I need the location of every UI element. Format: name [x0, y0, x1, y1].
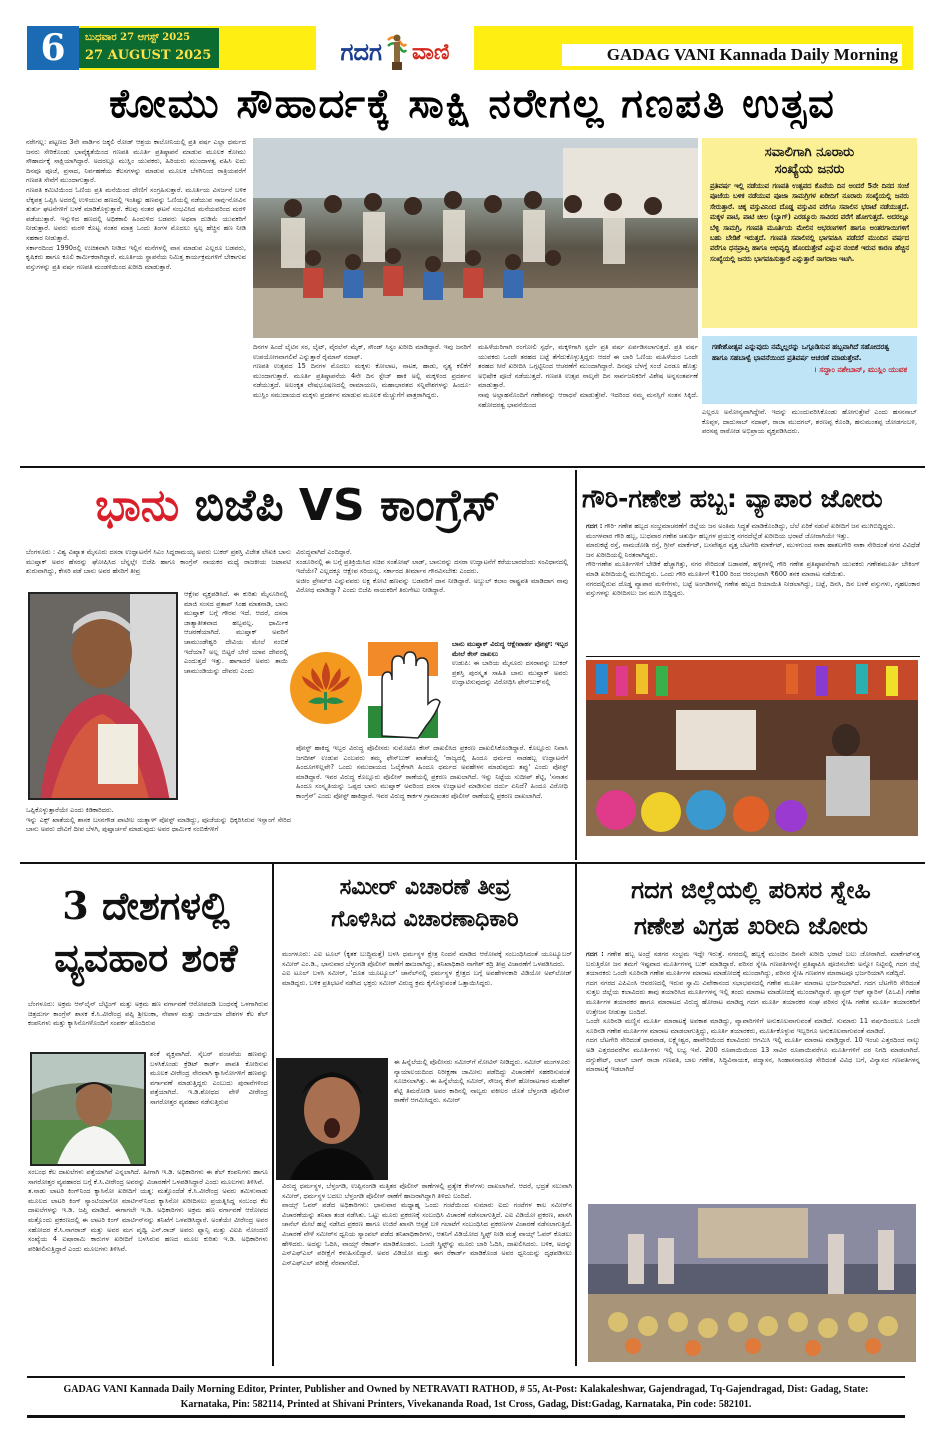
story4-paragraph: ಶಂಕೆ ವ್ಯಕ್ತವಾಗಿದೆ. ಸೈಬರ್ ವಂಚನೆಯ ಹಣವನ್ನು ಬಳಸಿಕೊಂಡು ಕ್ರೆಡಿಟ್ ಕಾರ್ಡ್ ಪಾವತಿ ಕೋರಿಸುವ ಮೂಲಕ ವೀರೇಂದ್ರ ನೇರವಾಗಿ ಕ್ಯಾಸಿನೋಗಳಿಗೆ ಹಣವನ್ನು ವರ್ಗಾವಣೆ ಮಾಡುತ್ತಿದ್ದರು ಎಂಬುದು ಪುರಾವೆಗಳಿಂದ ಪತ್ತೆಯಾಗಿದೆ. ಇ.ಡಿ.ಶೋಧದ ವೇಳೆ ವೀರೇಂದ್ರ ಸಾಗರೋತ್ತರ ವ್ಯವಹಾರ ನಡೆಸುತ್ತಿರುವ — [150, 1050, 268, 1106]
story2-paragraph: ಅಜೀಂ ಪ್ರೇಮ್‌ಜಿ ಎನ್ನುವವರು ಲಕ್ಷ ಕೋಟಿ ಹಣವನ್ನು ಬಡವರಿಗೆ ದಾನ ನೀಡಿದ್ದಾರೆ. ಅಬ್ದುಲ್ ಕಲಾಂ ರಾಷ್ಟ್ರಪತಿ ಮಾಡಿದಾಗ ನಾವು ವಿರೋಧ ಮಾಡಿದ್ವಾ? ಎಂದು ಬಿಜೆಪಿ ನಾಯಕರಿಗೆ ತಿರುಗೇಟು ನೀಡಿದ್ದಾರೆ. — [296, 576, 568, 595]
story1-sidebox — [702, 138, 917, 328]
story6-paragraph — [586, 950, 920, 979]
story1-paragraph: ನಾವು ಅಲ್ಲಾಹನೊಂದಿಗೆ ಗಣೇಶನನ್ನು ಆರಾಧನೆ ಮಾಡುತ್ತೇವೆ. ಇದರಿಂದ ನಮ್ಮ ಮನಸ್ಸಿಗೆ ಸಂತಸ ಸಿಕ್ಕಿದೆ. ಸಹೋದರತ್ವ ಭಾವನೆಯಿಂದ — [478, 390, 698, 409]
story5-headline — [280, 872, 570, 936]
column-divider — [575, 470, 577, 860]
story1-column-3 — [478, 343, 698, 443]
footer-rule-top — [27, 1376, 905, 1378]
story1-headline: ಕೋಮು ಸೌಹಾರ್ದಕ್ಕೆ ಸಾಕ್ಷಿ ನರೇಗಲ್ಲ ಗಣಪತಿ ಉತ್ಸವ — [109, 81, 836, 127]
story2-subheading: ಬಾನು ಮುಷ್ತಾಕ್ ವಿರುದ್ಧ ಆಕ್ಷೇಪಾರ್ಹ ಪೋಸ್ಟ್: ಇಬ್ಬರ ಮೇಲೆ ಕೇಸ್ ದಾಖಲು — [452, 640, 568, 658]
woman-portrait-icon — [30, 594, 178, 800]
footer-line1: GADAG VANI Kannada Daily Morning Editor, Printer, Publisher and Owned by NETRAVATI RATHOD, # 55, At-Post: Kalakaleshwar, Gajendragad, Tq-Gajendragad, Dist: Gadag, State: — [63, 1384, 869, 1395]
story2-lead — [26, 548, 291, 588]
story6-idols-photo — [588, 1204, 916, 1362]
story5-paragraph: ವಿರುದ್ಧ ಧರ್ಮಸ್ಥಳ, ಬೆಳ್ತಂಗಡಿ, ಉಪ್ಪಿನಂಗಡಿ ಮತ್ತಿತರ ಪೊಲೀಸ್ ಠಾಣೆಗಳಲ್ಲಿ ಪ್ರತ್ಯೇಕ ಕೇಸ್‌ಗಳು ದಾಖಲಾಗಿವೆ. ಆದರೆ, ಭದ್ರತೆ ಸಲುವಾಗಿ ಸಮೀರ್, ಧರ್ಮಸ್ಥಳ ಬದಲು ಬೆಳ್ತಂಗಡಿ ಪೊಲೀಸ್ ಠಾಣೆಗೆ ಹಾಜರಾಗಿದ್ದಾಗಿ ತಿಳಿದು ಬಂದಿದೆ. — [282, 1182, 572, 1200]
story2-column-2-after — [296, 744, 568, 858]
bjp-lotus-icon — [290, 640, 450, 740]
story4-paragraph: ತ.ನಾಡು ಲಾಟರಿ ಕಿಂಗ್‌ನಿಂದ ಕ್ಯಾಸಿನೋ ಖರೀದಿಗೆ ಯತ್ನ: ಮತ್ತೊಂದೆಡೆ ಕೆ.ಸಿ.ವೀರೇಂದ್ರ ಅವರು ತಮಿಳುನಾಡು ಮೂಲದ ಲಾಟರಿ ಕಿಂಗ್ ಸ್ಯಾಂಟಿಯಾಗೋ ಮಾರ್ಟಿನ್‌ನಿಂದ ಕ್ಯಾಸಿನೋ ಖರೀದಿಸಲು ಪ್ರಯತ್ನಿಸಿದ್ದ ಸಂಬಂಧ ಕೆಲ ದಾಖಲೆಗಳನ್ನು ಇ.ಡಿ. ಜಪ್ತಿ ಮಾಡಿದೆ. ಈಗಾಗಲೇ ಇ.ಡಿ. ಅಧಿಕಾರಿಗಳು ಅಕ್ರಮ ಹಣ ವರ್ಗಾವಣೆ ಆರೋಪದ ಮತ್ತೊಂದು ಪ್ರಕರಣದಲ್ಲಿ ಈ ಲಾಟರಿ ಕಿಂಗ್ ಮಾರ್ಟಿನ್‌ನನ್ನು ತನಿಖೆಗೆ ಒಳಪಡಿಸಿದ್ದಾರೆ. ಅಂತೆಯೇ ವೀರೇಂದ್ರ ಅವರ ಸಹೋದರ ಕೆ.ಸಿ.ನಾಗರಾಜ್ ಮತ್ತು ಅವರ ಮಗ ಪೃಥ್ವಿ ಎನ್.ರಾಜ್ ಅವರು ಫ್ಯಾನ್ಸಿ ಮತ್ತು ವಿಐಪಿ ನೋಂದಣಿ ಸಂಖ್ಯೆಯ 4 ಐಷಾರಾಮಿ ಕಾರುಗಳ ಖರೀದಿಗೆ ಬಳಸಿರುವ ಹಣದ ಮೂಲ ಕುರಿತು ಇ.ಡಿ. ಅಧಿಕಾರಿಗಳು ಪರಿಶೀಲಿಸುತ್ತಿದ್ದಾರೆ ಎಂದು ಮೂಲಗಳು ತಿಳಿಸಿವೆ. — [28, 1187, 268, 1253]
story5-youtuber-photo — [276, 1058, 388, 1180]
ganesha-idols-icon — [588, 1204, 916, 1362]
story4-mla-photo — [30, 1052, 146, 1166]
story3-body — [586, 522, 920, 654]
story4-paragraph: ಸಂಬಂಧ ಕೆಲ ದಾಖಲೆಗಳು ಪತ್ತೆಯಾಗಿವೆ ಎನ್ನಲಾಗಿದೆ. ಹೀಗಾಗಿ ಇ.ಡಿ. ಅಧಿಕಾರಿಗಳು ಈ ಶೆಲ್ ಕಂಪನಿಗಳು ಹಾಗೂ ಸಾಗರೋತ್ತರ ವ್ಯವಹಾರದ ಬಗ್ಗೆ ಕೆ.ಸಿ.ವೀರೇಂದ್ರ ಅವರನ್ನು ವಿಚಾರಣೆಗೆ ಒಳಪಡಿಸಿದ್ದಾರೆ ಎಂದು ಮೂಲಗಳು ತಿಳಿಸಿವೆ. — [28, 1168, 268, 1186]
story2-paragraph: ಸಂಡೂರಿನಲ್ಲಿ ಈ ಬಗ್ಗೆ ಪ್ರತಿಕ್ರಿಯಿಸಿದ ಸಚಿವ ಸಂತೋಷ್ ಲಾಡ್, ಬಾನುರನ್ನು ದಸರಾ ಉದ್ಘಾಟನೆಗೆ ಕರೆಯಬಾರದೆಂದು ಸಂವಿಧಾನದಲ್ಲಿ ಇದೆಯೇ? ಎಲ್ಲದಕ್ಕೂ ಆಕ್ಷೇಪ ಸರಿಯಲ್ಲ. ಸರ್ಕಾರದ ತೀರ್ಮಾನ ಗೌರವಿಸಬೇಕು ಎಂದರು. — [296, 557, 568, 576]
story3-dateline: ಗದಗ : — [586, 522, 603, 530]
story2-paragraph: ಇನ್ನು ಎಕ್ಸ್ ಖಾತೆಯಲ್ಲಿ ಶಾಸಕ ಬಸನಗೌಡ ಪಾಟೀಲ ಯತ್ನಾಳ್ ಪೋಸ್ಟ್ ಮಾಡಿದ್ದು, ಪೂಜೆಯನ್ನು ಧಿಕ್ಕರಿಸಿರುವ ಇಸ್ಲಾಂಗೆ ಸೇರಿದ ಬಾನು ಅವರು ದೇವಿಗೆ ದೀಪ ಬೆಳಗಿ, ಪುಷ್ಪಾರ್ಚನೆ ಮಾಡುವುದು ಅವರ ಧಾರ್ಮಿಕ ನಂಬಿಕೆಗಳಿಗೆ — [26, 815, 291, 834]
story1-column-2 — [253, 343, 471, 443]
story4-lead — [28, 1000, 268, 1048]
footer-imprint — [27, 1382, 905, 1412]
story3-paragraph: ಗೌರಿ-ಗಣೇಶ ಮೂರ್ತಿಗಳಿಗೆ ಬೇಡಿಕೆ ಹೆಚ್ಚಾಗಿತ್ತು, ನಗರ ಸೇರಿದಂತೆ ಬಡಾವಣೆ, ಹಳ್ಳಿಗಳಲ್ಲಿ ಗೌರಿ ಗಣೇಶ ಪ್ರತಿಷ್ಠಾಪನೆಗಾಗಿ ಯುವಕರು ಗಣೇಶಮೂರ್ತಿ ಬೇಕಿಂಗ್ ಮಾಡಿ ಖರೀದಿಯಲ್ಲಿ ಮುಗಿಬಿದ್ದರು. ಒಂದು ಗೌರಿ ಮೂರ್ತಿಗೆ ₹100 ರಿಂದ ಆರಂಭವಾಗಿ ₹600 ತನಕ ಮಾರಾಟ ನಡೆಯಿತು. — [586, 560, 920, 578]
story6-headline-line2: ಗಣೇಶ ವಿಗ್ರಹ ಖರೀದಿ ಜೋರು — [634, 912, 868, 940]
story2-headline-black: ಬಿಜೆಪಿ VS ಕಾಂಗ್ರೆಸ್ — [194, 480, 500, 531]
story2-headline — [20, 478, 575, 534]
story3-text: ಗೌರಿ- ಗಣೇಶ ಹಬ್ಬದ ಸಂಭ್ರಮಾಚರಣೆಗೆ ಜಿಲ್ಲೆಯ ಜನ ಅಂತಿಮ ಸಿದ್ಧತೆ ಮಾಡಿಕೊಂಡಿದ್ದು, ಬೆಲೆ ಏರಿಕೆ ನಡುವೆ ಖರೀದಿಗೆ ಜನ ಮುಗಿಬಿದ್ದಿದ್ದರು. — [604, 522, 896, 530]
statue-icon — [386, 30, 408, 74]
story1-paragraph: ಗಣಪತಿ ಕಮಿಟಿಯಿಂದ ಓಣಿಯ ಪ್ರತಿ ಮನೆಯಿಂದ ದೇಣಿಗೆ ಸಂಗ್ರಹಿಸುತ್ತಾರೆ. ಮೂರ್ತಿಯ ವಿಸರ್ಜನೆ ಬಳಿಕ ಲೆಕ್ಕಪತ್ರ ಒಪ್ಪಿಸಿ ಅದರಲ್ಲಿ ಉಳಿಯುವ ಹಣದಲ್ಲಿ ಇಂತಿಷ್ಟು ಹಣವನ್ನು ಓಣಿಯಲ್ಲಿ ನಡೆಯುವ ಸಾವು-ನೋವಿನ ತುರ್ತು ಘಟನೆಗಳಿಗೆ ಬಳಕೆ ಮಾಡಿಕೊಳ್ಳುತ್ತಾರೆ. ಕೆಲವು ನಂತರ ಘಟನೆ ಸಂಭವಿಸಿದ ಮನೆಯವರಿಂದ ಮರಳಿ ಪಡೆಯುತ್ತಾರೆ. ಇನ್ನುಳಿದ ಹಣದಲ್ಲಿ ಅಧಿಕಕಾಲಿ ಹಿಂದುಳಿದ ಬಡವರು ಅಥವಾ ದುಡಿಮೆ ಯುವಕರಿಗೆ ನೀಡುತ್ತಾರೆ. ಅವರು ಮರಳಿ ಕೊಟ್ಟ ನಂತರ ಮಾತ್ರ ಒಂದು ತಿಂಗಳ ಮೊದಲು ಸ್ವಲ್ಪ ಹೆಚ್ಚಿನ ಹಣ ನೀಡಿ ಸಹಕಾರ ನೀಡುತ್ತಾರೆ. — [26, 185, 246, 242]
column-divider — [272, 864, 274, 1366]
logo-text-left: ಗದಗ — [340, 38, 382, 66]
story3-rule — [586, 656, 920, 657]
story4-after — [28, 1168, 268, 1364]
story5-paragraph: ಈ ಹಿನ್ನೆಲೆಯಲ್ಲಿ ಪೊಲೀಸರು ಸಮೀರ್‌ಗೆ ನೋಟಿಸ್ ನೀಡಿದ್ದರು. ಸಮೀರ್ ಮಂಗಳೂರು ನ್ಯಾಯಾಲಯದಿಂದ ನಿರೀಕ್ಷಣಾ ಜಾಮೀನು ಪಡೆದಿದ್ದು ವಿಚಾರಣೆಗೆ ಸಹಕರಿಸುವಂತೆ ಸೂಚಿಸಲಾಗಿತ್ತು. ಈ ಹಿನ್ನೆಲೆಯಲ್ಲಿ ಸಮೀರ್, ಸೌಜನ್ಯ ಕೇಸ್ ಹೋರಾಟಗಾರ ಮಹೇಶ್ ಶೆಟ್ಟಿ ತಿಮರೋಡಿ ಅವರ ಕಾರಿನಲ್ಲಿ ನಾಲ್ವರು ವಕೀಲರ ಜೊತೆ ಬೆಳ್ತಂಗಡಿ ಪೊಲೀಸ್ ಠಾಣೆಗೆ ಆಗಮಿಸಿದ್ದರು. ಸಮೀರ್ — [394, 1058, 570, 1105]
story4-headline-line2: ವ್ಯವಹಾರ ಶಂಕೆ — [54, 935, 238, 980]
man-shouting-icon — [276, 1058, 388, 1180]
quote-author: । ಸದ್ದಾಂ ನಶೇಬಾನ್, ಮುಸ್ಲಿಂ ಯುವಕ — [813, 365, 907, 374]
story2-headline-red: ಭಾನು — [95, 480, 180, 531]
story4-headline — [26, 880, 266, 984]
story6-dateline: ಗದಗ : — [586, 950, 604, 958]
story3-paragraph: ಮಂಗಳವಾರ ಗೌರಿ ಹಬ್ಬ, ಬುಧವಾರ ಗಣೇಶ ಚತುರ್ಥಿ ಹಬ್ಬಗಳ ಪ್ರಯುಕ್ತ ನಗರದೆಲ್ಲೆಡೆ ಖರೀದಿಯ ಭರಾಟೆ ಜೋರಾಗಿಯೇ ಇತ್ತು. — [586, 531, 849, 540]
story2-side-column — [452, 640, 568, 742]
quote-text: ಗಣೇಶೋತ್ಸವ ಎನ್ನುವುದು ನಮ್ಮೆಲ್ಲರನ್ನು ಒಗ್ಗೂಡಿಸುವ ಹಬ್ಬವಾಗಿದೆ ಸಹೋದರತ್ವ ಹಾಗೂ ಸಹಬಾಳ್ವೆ ಭಾವನೆಯಿಂದ ಪ್ರತಿವರ್ಷ ಆಚರಣೆ ಮಾಡುತ್ತೇವೆ. — [712, 343, 890, 362]
story4-paragraph: ಬೆಂಗಳೂರು: ಅಕ್ರಮ ಆನ್‌ಲೈನ್ ಬೆಟ್ಟಿಂಗ್ ಮತ್ತು ಅಕ್ರಮ ಹಣ ವರ್ಗಾವಣೆ ಆರೋಪದಡಿ ಬಂಧನಕ್ಕೆ ಒಳಗಾಗಿರುವ ಚಿತ್ರದುರ್ಗ ಕಾಂಗ್ರೆಸ್ ಶಾಸಕ ಕೆ.ಸಿ.ವೀರೇಂದ್ರ ಪಪ್ಪಿ ಶ್ರೀಲಂಕಾ, ನೇಪಾಳ ಮತ್ತು ಜಾರ್ಜಿಯಾ ದೇಶಗಳ ಕೆಲ ಶೆಲ್ ಕಂಪನಿಗಳು ಮತ್ತು ಕ್ಯಾಸಿನೊಗಳೊಂದಿಗೆ ಸಂಪರ್ಕ ಹೊಂದಿರುವ — [28, 1000, 268, 1028]
story1-paragraph: ಎಲ್ಲರೂ ಅನೋನ್ಯವಾಗಿದ್ದೇವೆ. ಇದನ್ನು ಮುಂದುವರಿಸಿಕೊಂಡು ಹೋಗುತ್ತೇವೆ ಎಂದು ಹಸನಸಾಬ್ ಕೊಪ್ಪಳ, ದಾದುಸಾಬ್ ನದಾಫ್, ರಾಜಾ ಮುದಗಲ್, ಶರಣಪ್ಪ ಕೊಂಡಿ, ಹನುಮಂತಪ್ಪ ಜೋಡಗಂಬಳಿ, ಪರಸಪ್ಪ ರಾಠೋಡ ಅಭಿಪ್ರಾಯ ವ್ಯಕ್ತಪಡಿಸಿದರು. — [702, 408, 917, 436]
man-portrait-icon — [32, 1054, 146, 1166]
story3-headline: ಗೌರಿ-ಗಣೇಶ ಹಬ್ಬ: ವ್ಯಾಪಾರ ಜೋರು — [582, 484, 883, 513]
story2-paragraph: ಉಡುಪಿ: ಈ ಬಾರಿಯ ಮೈಸೂರು ದಸರಾವನ್ನು ಬುಕರ್ ಪ್ರಶಸ್ತಿ ಪುರಸ್ಕೃತ ಸಾಹಿತಿ ಬಾನು ಮುಷ್ತಾಕ್ ಅವರು ಉದ್ಘಾಟಿಸುವುದನ್ನು ವಿರೋಧಿಸಿ ಫೇಸ್‌ಬುಕ್‌ನಲ್ಲಿ — [452, 659, 568, 687]
crowd-photo-icon — [253, 138, 698, 338]
story4-side-text — [150, 1050, 268, 1168]
market-stall-icon — [586, 660, 918, 836]
tagline: GADAG VANI Kannada Daily Morning — [562, 44, 902, 66]
newspaper-logo — [316, 26, 474, 78]
footer-rule-bottom — [27, 1415, 905, 1418]
logo-text-right: ವಾಣಿ — [412, 39, 450, 65]
story5-lead — [282, 950, 572, 1054]
story1-paragraph: ಗಣಪತಿ ಉತ್ಸವದ 15 ದಿನಗಳ ಮೊದಲು ಮಕ್ಕಳು ಕೋಲಾಟ, ನಾಟಕ, ಹಾಡು, ನೃತ್ಯ ಕಲಿಕೆಗೆ ಮುಂದಾಗುತ್ತಾರೆ. ಮೂರ್ತಿ ಪ್ರತಿಷ್ಠಾಪನೆಯ 4ನೇ ದಿನ ಸ್ಟೇಜ್ ಹಾಕಿ ಅಲ್ಲಿ ಮಕ್ಕಳಿಂದ ಪ್ರದರ್ಶನ ನಡೆಯುತ್ತದೆ. ಅಲಂಕೃತ ವೇಷಭೂಷಣದಲ್ಲಿ ರಾಮಾಯಣ, ಮಹಾಭಾರತದ ಸನ್ನಿವೇಶಗಳನ್ನು ಹಿಂದೂ-ಮುಸ್ಲಿಂ ಸಮುದಾಯದ ಮಕ್ಕಳು ಪ್ರದರ್ಶನ ಮಾಡುವ ಮೂಲಕ ಮೆಚ್ಚುಗೆಗೆ ಪಾತ್ರರಾಗಿದ್ದರು. — [253, 362, 471, 399]
story5-paragraph: ಮಂಗಳೂರು: ಎಐ ಟೂಲ್ (ಕೃತಕ ಬುದ್ಧಿಮತ್ತೆ) ಬಳಸಿ ಧರ್ಮಸ್ಥಳ ಕ್ಷೇತ್ರ ನಿಂದನೆ ಮಾಡಿದ ಆರೋಪಕ್ಕೆ ಸಂಬಂಧಿಸಿದಂತೆ ಯೂಟ್ಯೂಬರ್ ಸಮೀರ್ ಎಂ.ಡಿ., ಭಾನುವಾರ ಬೆಳ್ತಂಗಡಿ ಪೊಲೀಸ್ ಠಾಣೆಗೆ ಹಾಜರಾಗಿದ್ದು, ತನಿಖಾಧಿಕಾರಿ ನಾಗೇಶ್ ಕದ್ರಿ ತೀವ್ರ ವಿಚಾರಣೆಗೆ ಒಳಪಡಿಸಿದರು. — [282, 950, 572, 968]
page-number: 6 — [27, 26, 79, 70]
sidebox-title-line1: ಸವಾಲಿಗಾಗಿ ನೂರಾರು — [764, 145, 855, 160]
story1-paragraph: ದಿನಗಳ ಹಿಂದೆ ಲೈಟಿನ ಸರ, ಲೈಟ್, ವೈರಲೆಸ್ ಮೈಕ್, ಸೌಂಡ್ ಸಿಸ್ಟಂ ಖರೀದಿ ಮಾಡಿದ್ದಾರೆ. ಇವು ಜನರಿಗೆ ಉಪಯೋಗವಾಗಲಿವೆ ಎನ್ನುತ್ತಾರೆ ರೈಮಾನ್ ನದಾಫ್. — [253, 343, 471, 361]
story1-quote-box — [702, 336, 917, 404]
date-english: 27 AUGUST 2025 — [85, 48, 212, 63]
story5-paragraph: ವಾಯ್ಸ್ ಓವರ್ ಪಡೆದ ಅಧಿಕಾರಿಗಳು: ಭಾನುವಾರ ಮಧ್ಯಾಹ್ನ ಒಂದು ಗಂಟೆಯಿಂದ ಸುಮಾರು ಐದು ಗಂಟೆಗಳ ಕಾಲ ಸಮೀರ್‌ನ ವಿಚಾರಣೆಯನ್ನು ತನಿಖಾ ತಂಡ ನಡೆಸಿತು. ಒಟ್ಟು ಮೂರು ಪ್ರಕರಣಕ್ಕೆ ಸಂಬಂಧಿಸಿ ವಿಚಾರಣೆ ನಡೆಸಲಾಗುತ್ತಿದೆ. ಎಐ ವಿಡಿಯೋ ಪ್ರಕರಣ, ಖಾಸಗಿ ಚಾನೆಲ್ ಮೇಲೆ ಹಲ್ಲೆ ನಡೆಸಿದ ಪ್ರಕರಣ ಹಾಗೂ ಉಜಿರೆ ಖಾಸಗಿ ಆಸ್ಪತ್ರೆ ಬಳಿ ಗಲಾಟೆಗೆ ಸಂಬಂಧಿಸಿದ ಪ್ರಕರಣಗಳ ವಿಚಾರಣೆ ನಡೆಸಲಾಗುತ್ತಿದೆ. ವಿಚಾರಣೆ ವೇಳೆ ಸಮೀರ್‌ನ ಧ್ವನಿಯ ಸ್ಯಾಂಪಲ್ ಪಡೆದ ತನಿಖಾಧಿಕಾರಿಗಳು, ಆತನಿಗೆ ವಿಡಿಯೋದ ಸ್ಕ್ರಿಪ್ಟ್ ನೀಡಿ ಮತ್ತೆ ವಾಯ್ಸ್ ಓವರ್ ಕೊಡಲು ಹೇಳಿದರು. ಅದನ್ನು ಓದಿಸಿ, ವಾಯ್ಸ್ ರೆಕಾರ್ಡ್ ಮಾಡಿಕೊಂಡರು. ಒಂದೇ ಸ್ಕ್ರಿಪ್ಟ್‌ನ್ನು ಮೂರು ಬಾರಿ ಓದಿಸಿ, ದಾಖಲಿಸಿದರು. ಬಳಿಕ, ಅದನ್ನು ಎಸ್‌ಎಫ್‌ಎಲ್ ಪರೀಕ್ಷೆಗೆ ಕಳುಹಿಸಲಿದ್ದಾರೆ. ಅವರ ವಿಡಿಯೋ ಮತ್ತು ಈಗ ರೆಕಾರ್ಡ್ ಮಾಡಿಕೊಂಡ ಅವರ ಧ್ವನಿಯನ್ನು ದೃಢಪಡಿಸಲು ಎಸ್‌ಎಫ್‌ಎಲ್ ಪರೀಕ್ಷೆ ನೆರವಾಗಲಿದೆ. — [282, 1201, 572, 1267]
story1-column-4 — [702, 408, 917, 450]
footer-line2: Karnataka, Pin: 582114, Printed at Shivani Printers, Vivekananda Road, 1st Cross, Gadag, Dist:Gadag, Karnataka, Pin code: 582101. — [180, 1399, 752, 1410]
section-divider — [20, 466, 925, 468]
date-kannada: ಬುಧವಾರ 27 ಆಗಸ್ಟ್ 2025 — [85, 32, 191, 43]
story3-paragraph: ಮಾರುಕಟ್ಟೆ ರಸ್ತೆ, ನಾಮಜೋಶಿ ರಸ್ತೆ, ಗ್ರೀನ್ ಮಾರ್ಕೆಟ್, ಬಸವೇಶ್ವರ ವೃತ್ತ ಬೆಟಗೇರಿ ಮಾರ್ಕೆಟ್, ಮುಳಗುಂದ ನಾಕಾ ಹಾತಲಗೇರಿ ನಾಕಾ ಸೇರಿದಂತೆ ನಗರ ವಿವಿಧೆಡೆ ಜನ ಖರೀದಿಯಲ್ಲಿ ನಿರತರಾಗಿದ್ದರು. — [586, 541, 920, 559]
story6-paragraph: ಒಂದೇ ಸೂರಿನಡಿ ಮಣ್ಣಿನ ಮೂರ್ತಿ ಮಾರಾಟಕ್ಕೆ ಅವಕಾಶ ಮಾಡಿದ್ದು, ವ್ಯಾಪಾರಿಗಳಿಗೆ ಅನುಕೂಲವಾಗುವಂತೆ ಮಾಡಿದೆ. ಸುಮಾರು 11 ವರ್ಷದಿಂದಲೂ ಒಂದೇ ಸೂರಿನಡಿ ಗಣೇಶ ಮೂರ್ತಿಗಳ ಮಾರಾಟ ಮಾಡಲಾಗುತ್ತಿದ್ದು, ಮೂರ್ತಿ ತಯಾರಕರು, ಮೂರ್ತಿಕೊಳ್ಳುವ ಇಬ್ಬರಿಗೂ ಅನುಕೂಲವಾಗುವಂತೆ ಮಾಡಿದೆ. — [586, 1017, 920, 1035]
story1-group-photo — [253, 138, 698, 338]
story1-column-1 — [26, 138, 246, 468]
story3-market-photo — [586, 660, 918, 836]
story5-after — [282, 1182, 572, 1364]
story5-headline-line1: ಸಮೀರ್ ವಿಚಾರಣೆ ತೀವ್ರ — [339, 875, 511, 900]
story2-column-2 — [296, 548, 568, 638]
story2-author-photo — [28, 592, 178, 800]
story6-body — [586, 950, 920, 1198]
story6-headline-line1: ಗದಗ ಜಿಲ್ಲೆಯಲ್ಲಿ ಪರಿಸರ ಸ್ನೇಹಿ — [631, 876, 871, 904]
story2-paragraph: ಒಪ್ಪಿಕೊಳ್ಳುತ್ತಾರೆಯೇ ಎಂದು ಕಿಡಿಕಾರಿದರು. — [26, 806, 114, 814]
story2-paragraph: ವಿರುದ್ಧವಾಗಿದೆ ಎಂದಿದ್ದಾರೆ. — [296, 548, 352, 556]
story1-paragraph: ಸರ್ಕಾರದಿಂದ 1990ರಲ್ಲಿ ಉಚಿತವಾಗಿ ನೀಡಿದ ಇಲ್ಲಿನ ಮನೆಗಳಲ್ಲಿ ವಾಸ ಮಾಡುವ ಎಲ್ಲರೂ ಬಡವರು, ಕೃಷಿಕರು ಹಾಗೂ ಕೂಲಿ ಕಾರ್ಮಿಕರಾಗಿದ್ದಾರೆ. ಮೂರ್ತಿಯ ಸ್ಥಾಪನೆಯ ನಿಮಿತ್ತ ಕಾರ್ಯಕ್ರಮಗಳಿಗೆ ಬೇಕಾಗುವ ವಸ್ತುಗಳನ್ನು ಪ್ರತಿ ವರ್ಷ ಗಣಪತಿ ಮಂಡಳಿಯಿಂದ ಖರೀದಿ ಮಾಡುತ್ತಾರೆ. — [26, 243, 246, 271]
story6-paragraph: ಗದಗ ನಗರದ ಎಪಿಎಂಸಿ ಆವರಣದಲ್ಲಿ ಇರುವ ಸ್ವಾಮಿ ವಿವೇಕಾನಂದ ಸಭಾಭವನದಲ್ಲಿ ಗಣೇಶ ಮೂರ್ತಿ ಮಾರಾಟ ಭರ್ಜರಿಯಾಗಿದೆ. ಗದಗ ಬೆಟಗೇರಿ ಸೇರಿದಂತೆ ಸುತ್ತಲ ಜಿಲ್ಲೆಯ ಕಲಾವಿದರು ತಾವು ತಯಾರಿಸಿದ ಮೂರ್ತಿಗಳನ್ನ ಇಲ್ಲಿ ತಂದು ಮಾರಾಟ ಮಾಡೋದಕ್ಕೆ ಮುಂದಾಗಿದ್ದಾರೆ. ಪ್ಲಾಸ್ಟರ್ ಆಫ್ ಪ್ಯಾರಿಸ್ (ಪಿಒಪಿ) ಗಣೇಶ ಮೂರ್ತಿಗಳ ತಯಾರಕರ ಹಾಗೂ ಮಾರಾಟದ ವಿರುದ್ಧ ಹೋರಾಟ ಮಾಡಿದ್ದ ಗದಗ ಮೂರ್ತಿ ತಯಾರಕರ ಸಂಘ ಪರಿಸರ ಸ್ನೇಹಿ ಗಣೇಶ ಮೂರ್ತಿ ತಯಾರಕರಿಗೆ ಉತ್ತೇಜನ ನೀಡುತ್ತಾ ಬಂದಿದೆ. — [586, 978, 920, 1016]
column-divider — [575, 864, 577, 1366]
story6-paragraph: ಗದಗ ಬೆಟಗೇರಿ ಸೇರಿದಂತೆ ಧಾರವಾಡ, ಲಕ್ಷ್ಮೇಶ್ವರ, ಹಾವೇರಿಯಿಂದ ಕಲಾವಿದರು ಆಗಮಿಸಿ ಇಲ್ಲಿ ಮೂರ್ತಿ ಮಾರಾಟ ಮಾಡ್ತಿದ್ದಾರೆ. 10 ಇಂಚು ಎತ್ತರದಿಂದ ನಾಲ್ಕು ಅಡಿ ಎತ್ತರದವರೆಗಿನ ಮೂರ್ತಿಗಳು ಇಲ್ಲಿ ಲಭ್ಯ ಇವೆ. 200 ರೂಪಾಯಿಯಿಂದ 13 ಸಾವಿರ ರೂಪಾಯಿವರೆಗೂ ಮೂರ್ತಿಗಳಿಗೆ ದರ ನಿಗದಿ ಮಾಡಲಾಗಿದೆ. ದಗ್ದುಶೇಟ್, ಲಾಲ್ ಬಾಗ್ ರಾಜಾ ಗಣಪತಿ, ಬಾಲ ಗಣೇಶ, ಸಿದ್ಧಿವಿನಾಯಕ, ಪದ್ಮಾಸನ, ಸಿಂಹಾಸನಾರೂಢ ಸೇರಿದಂತೆ ವಿವಿಧ ಬಗೆ, ವಿನ್ಯಾಸದ ಗಣಪತಿಗಳನ್ನ ಮಾರಾಟಕ್ಕೆ ಇಡಲಾಗಿದೆ — [586, 1036, 920, 1074]
party-symbols — [290, 640, 450, 740]
story2-paragraph: ಪೋಸ್ಟ್ ಹಾಕಿದ್ದ ಇಬ್ಬರ ವಿರುದ್ಧ ಪೊಲೀಸರು ಸುಮೊಟೊ ಕೇಸ್ ದಾಖಲಿಸಿದ ಪ್ರಕರಣ ದಾಖಲಿಸಿಕೊಂಡಿದ್ದಾರೆ. ಕೊಲ್ಲೂರು ನಿವಾಸಿ ಜಗದೀಶ್ ಉಡುಪ ಎಂಬವರು ತಮ್ಮ ಫೇಸ್‌ಬುಕ್ ಖಾತೆಯಲ್ಲಿ 'ರಾಜ್ಯದಲ್ಲಿ ಹಿಂದೂ ಧರ್ಮದ ನಾಡಹಬ್ಬ ಉದ್ಘಾಟನೆಗೆ ಹಿಂದೂಗಳಿಲ್ಲವೇ? ಒಂದು ಸಮುದಾಯದ ಓಲೈಕೆಗಾಗಿ ಹಿಂದೂ ಧರ್ಮದ ಅವಹೇಳನ ಮಾಡುವುದು ತಪ್ಪು' ಎಂದು ಪೋಸ್ಟ್ ಮಾಡಿದ್ದಾರೆ. ಇವರ ವಿರುದ್ಧ ಕೊಲ್ಲೂರು ಪೊಲೀಸ್ ಠಾಣೆಯಲ್ಲಿ ಪ್ರಕರಣ ದಾಖಲಾಗಿದೆ. ಇನ್ನು ನಿಟ್ಟೆಯ ಸುದೀಪ್ ಶೆಟ್ಟಿ, 'ಸನಾತನ ಹಿಂದೂ ಸಂಸ್ಕೃತಿಯನ್ನು ಒಪ್ಪದ ಬಾನು ಮುಷ್ತಾಕ್ ಅವರಿಂದ ದಸರಾ ಉದ್ಘಾಟನೆ ಮಾಡಿಸುವ ದರ್ದು ಏನಿದೆ? ಹಿಂದೂ ವಿರೋಧಿ ಕಾಂಗ್ರೆಸ್' ಎಂದು ಪೋಸ್ಟ್ ಹಾಕಿದ್ದಾರೆ. ಇವರ ವಿರುದ್ಧ ಕಾರ್ಕಳ ಗ್ರಾಮಾಂತರ ಪೊಲೀಸ್ ಠಾಣೆಯಲ್ಲಿ ಪ್ರಕರಣ ದಾಖಲಾಗಿದೆ. — [296, 744, 568, 800]
story2-side-text — [184, 590, 288, 804]
story2-paragraph: ಬೆಂಗಳೂರು : ವಿಶ್ವ ವಿಖ್ಯಾತ ಮೈಸೂರು ದಸರಾ ಉದ್ಘಾಟನೆಗೆ ಸಿಎಂ ಸಿದ್ದರಾಮಯ್ಯ ಅವರು ಬುಕರ್ ಪ್ರಶಸ್ತಿ ವಿಜೇತ ಲೇಖಕಿ ಬಾನು ಮುಷ್ತಾಕ್ ಅವರ ಹೆಸರನ್ನು ಘೋಷಿಸಿದ ಬೆನ್ನಲ್ಲೇ ಬಿಜೆಪಿ ಹಾಗೂ ಕಾಂಗ್ರೆಸ್ ನಾಯಕರ ಮಧ್ಯೆ ರಾಜಕೀಯ ಜಟಾಪಟಿ ಶುರುವಾಗಿದ್ದು, ಕೇಸರಿ ಪಡೆ ಬಾನು ಅವರ ಹೆಸರಿಗೆ ತೀವ್ರ — [26, 548, 291, 576]
story3-paragraph — [586, 522, 920, 532]
story5-side-text — [394, 1058, 570, 1180]
story3-paragraph: ನಗರದಲ್ಲಿರುವ ದೊಡ್ಡ ವ್ಯಾಪಾರ ಮಳಿಗೆಗಳು, ಬಟ್ಟೆ ಅಂಗಡಿಗಳಲ್ಲಿ ಗಣೇಶ ಹಬ್ಬದ ರಿಯಾಯಿತಿ ನೀಡಲಾಗಿದ್ದು, ಬಟ್ಟೆ, ದಿನಸಿ, ದಿನ ಬಳಕೆ ವಸ್ತುಗಳು, ಗೃಹಲಂಕಾರ ವಸ್ತುಗಳನ್ನು ಖರೀದಿಸಲು ಜನ ಮುಗಿ ಬಿದ್ದಿದ್ದರು. — [586, 579, 920, 598]
story6-headline — [582, 872, 920, 944]
story2-paragraph: ಆಕ್ಷೇಪ ವ್ಯಕ್ತಪಡಿಸಿದೆ. ಈ ಕುರಿತು ಮೈಸೂರಿನಲ್ಲಿ ಮಾಜಿ ಸಂಸದ ಪ್ರತಾಪ್ ಸಿಂಹ ಮಾತನಾಡಿ, ಬಾನು ಮುಷ್ತಾಕ್ ಬಗ್ಗೆ ಗೌರವ ಇದೆ. ಆದರೆ, ದಸರಾ ಜಾತ್ಯಾತೀತವಾದ ಹಬ್ಬವಲ್ಲ. ಧಾರ್ಮಿಕ ಆಚರಣೆಯಾಗಿದೆ. ಮುಷ್ತಾಕ್ ಅವರಿಗೆ ಚಾಮುಂಡೇಶ್ವರಿ ದೇವಿಯ ಮೇಲೆ ನಂಬಿಕೆ ಇದೆಯಾ? ಅಲ್ಲ ಬಿಟ್ಟರೆ ಬೇರೆ ಯಾವ ದೇವರಲ್ಲಿ ಎಂದುತ್ತದೆ ಇತ್ತು. ಹಾಗಾದರೆ ಅವರು ತಾಯಿ ಚಾಮುಂಡಿಯನ್ನು ದೇವರು ಎಂದು — [184, 590, 288, 675]
story4-headline-line1: 3 ದೇಶಗಳಲ್ಲಿ — [62, 883, 230, 928]
section-divider — [20, 862, 925, 864]
story2-column-1-after — [26, 806, 291, 860]
date-box — [79, 28, 219, 68]
story1-paragraph: ಮಹಿಳೆಯರಿಗಾಗಿ ರಂಗೋಲಿ ಸ್ಪರ್ಧೆ, ಮಕ್ಕಳಿಗಾಗಿ ಸ್ಪರ್ಧೆ ಪ್ರತಿ ವರ್ಷ ಏರ್ಪಡಿಸಲಾಗುತ್ತದೆ. ಪ್ರತಿ ವರ್ಷ ಯುವಕರು ಒಂದೇ ತರಹದ ಬಟ್ಟೆ ತೆಗೆದುಕೊಳ್ಳುತ್ತಿದ್ದರು ಆದರೆ ಈ ಬಾರಿ ಓಣಿಯ ಮಹಿಳೆಯರ ಒಂದೇ ತರಹದ ಸೀರೆ ಖರೀದಿಸಿ ಒಗ್ಗಟ್ಟಿನಿಂದ ಆಚರಣೆಗೆ ಮುಂದಾಗಿದ್ದಾರೆ. ದಿನವೂ ಬೆಳಗ್ಗೆ ಸಂಜೆ ಎರಡೂ ಹೊತ್ತು ಅಭಿಷೇಕ ಪೂಜೆ ನಡೆಯುತ್ತದೆ. ಗಣಪತಿ ಉತ್ಸವ ನಾಲ್ಕನೇ ದಿನ ಸಾರ್ವಜನಿಕರಿಗೆ ವಿಶೇಷ ಅನ್ನಸಂತರ್ಪಣೆ ಮಾಡುತ್ತಾರೆ. — [478, 343, 698, 390]
sidebox-title-line2: ಸಂಖ್ಯೆಯ ಜನರು — [774, 162, 845, 177]
story5-headline-line2: ಗೊಳಿಸಿದ ವಿಚಾರಣಾಧಿಕಾರಿ — [331, 907, 519, 932]
story5-paragraph: ಎಐ ಟೂಲ್ ಬಳಸಿ ಸಮೀರ್, 'ದೂತ ಯೂಟ್ಯೂಬ್' ಚಾನೆಲ್‌ನಲ್ಲಿ ಧರ್ಮಸ್ಥಳ ಕ್ಷೇತ್ರದ ಬಗ್ಗೆ ಅವಹೇಳನಕಾರಿ ವಿಡಿಯೋ ಅಪ್‌ಲೋಡ್ ಮಾಡಿದ್ದರು. ಬಳಿಕ ಪ್ರತಿಭಟನೆ ನಡೆಸಿದ ಭಕ್ತರು ಸಮೀರ್ ವಿರುದ್ಧ ಕ್ರಮ ಕೈಗೊಳ್ಳುವಂತೆ ಒತ್ತಾಯಿಸಿದ್ದರು. — [282, 969, 572, 987]
sidebox-body: ಪ್ರತಿವರ್ಷ ಇಲ್ಲಿ ನಡೆಯುವ ಗಣಪತಿ ಉತ್ಸವದ ಕೊನೆಯ ದಿನ ಅಂದರೆ 5ನೇ ದಿನದ ಸಂಜೆ ಪೂಜೆಯ ಬಳಿಕ ನಡೆಯುವ ಪೂಜಾ ಸಾಮಗ್ರಿಗಳ ಖರೀದಿಗೆ ನೂರಾರು ಸಂಖ್ಯೆಯಲ್ಲಿ ಜನರು ಸೇರುತ್ತಾರೆ. ಚಿಕ್ಕ ವಸ್ತುವಿನಿಂದ ದೊಡ್ಡ ವಸ್ತುವಿನ ವರೆಗೂ ಸವಾಲಿನ ಭರಾಟೆ ನಡೆಯುತ್ತದೆ. ಮಕ್ಕಳ ಪಾಟಿ, ಪಾಟಿ ಚೀಲ (ಬ್ಯಾಗ್) ಎರಡ್ಮೂರು ಸಾವಿರದ ವರೆಗೆ ಹೋಗುತ್ತದೆ. ಅದರಲ್ಲೂ ಬೆಳ್ಳಿ ಸಾಮಗ್ರಿ, ಗಣಪತಿ ಮೂರ್ತಿಯ ಮೇಲಿನ ಆಭರಣಗಳಿಗೆ ಹಾಗೂ ಅಂತರಗಾಯಿಗಳಿಗೆ ಬಹು ಬೇಡಿಕೆ ಇರುತ್ತದೆ. ಗಣಪತಿ ಸವಾಲಿನಲ್ಲಿ ಭಾಗವಹಿಸಿ ಪಡೆದರೆ ಮುಂದಿನ ವರ್ಷದ ವರೆಗೂ ಧನಪ್ರಾಪ್ತಿ ಹಾಗೂ ಅಭಿವೃದ್ಧಿ ಹೊಂದುತ್ತೇವೆ ಎನ್ನುವ ನಂಬಿಕೆ ಇರುವ ಕಾರಣ ಹೆಚ್ಚಿನ ಸಂಖ್ಯೆಯಲ್ಲಿ ಜನರು ಭಾಗವಹಿಸುತ್ತಾರೆ ಎನ್ನುತ್ತಾರೆ ನಾಗರಾಜ ಇಟಗಿ. — [710, 182, 909, 263]
story6-text: ಗಣೇಶ ಹಬ್ಬ ಅಂದ್ರೆ ಸಡಗರ ಸಂಭ್ರಮ ಇದ್ದೇ ಇರುತ್ತೆ. ನಗರದಲ್ಲಿ ಹಬ್ಬಕ್ಕೆ ಮುಂಚಿನ ದಿನವೇ ಖರೀದಿ ಭರಾಟೆ ಬಲು ಜೋರಾಗಿದೆ. ಮಾರ್ಕೆಟ್‌ನತ್ತ ಬರುತ್ತಿರೋ ಜನ ತಮಗೆ ಇಷ್ಟವಾದ ಮೂರ್ತಿಗಳನ್ನ ಬುಕ್ ಮಾಡಿದ್ದಾರೆ. ಪರಿಸರ ಸ್ನೇಹಿ ಗಣಪತಿಗಳನ್ನೇ ಪ್ರತಿಷ್ಠಾಪಿಸಿ ಪೂಜಿಸಬೇಕು ಅನ್ನೋ ನಿಟ್ಟಿನಲ್ಲಿ ಗದಗ ಜಿಲ್ಲೆ ತಯಾರಕರು ಒಂದೇ ಸೂರಿನಡಿ ಗಣೇಶ ಮೂರ್ತಿಗಳ ಮಾರಾಟ ಮಾಡೋದಕ್ಕೆ ಮುಂದಾಗಿದ್ದು, ಪರಿಸರ ಸ್ನೇಹಿ ಗಣಪಗಳ ಮಾರಾಟವೂ ಭರ್ಜರಿಯಾಗಿ ನಡೆದ್ಸಿದೆ. — [586, 950, 920, 978]
story1-paragraph: ನರೇಗಲ್ಲ: ಪಟ್ಟಣದ 3ನೇ ವಾರ್ಡಿನ ಜಕ್ಕಲಿ ರೋಡ್ ಆಶ್ರಯ ಕಾಲೋನಿಯಲ್ಲಿ ಪ್ರತಿ ವರ್ಷ ಎಲ್ಲಾ ಧರ್ಮದ ಜನರು ಸೇರಿಕೊಂಡು ಭಾವೈಕ್ಯತೆಯಿಂದ ಗಣಪತಿ ಮೂರ್ತಿ ಪ್ರತಿಷ್ಠಾಪನೆ ಮಾಡುವ ಮೂಲಕ ಕೋಮು ಸೌಹಾರ್ದಕ್ಕೆ ಸಾಕ್ಷಿಯಾಗಿದ್ದಾರೆ. ಅದರಲ್ಲೂ ಮುಸ್ಲಿಂ ಯುವಕರು, ಹಿರಿಯರು ಮುಂದಾಳತ್ವ ವಹಿಸಿ ಐದು ದಿನವೂ ಪೂಜೆ, ಪ್ರಸಾದ, ನಿರ್ವಹಣೆಯ ಕೆಲಸಗಳನ್ನು ಮಾಡುವ ಮೂಲಕ ಬೆಳಗಿನಿಂದ ರಾತ್ರಿಯವರೆಗೆ ಗಣಪತಿ ಸೇವೆಗೆ ಮುಂದಾಗುತ್ತಾರೆ. — [26, 138, 246, 185]
